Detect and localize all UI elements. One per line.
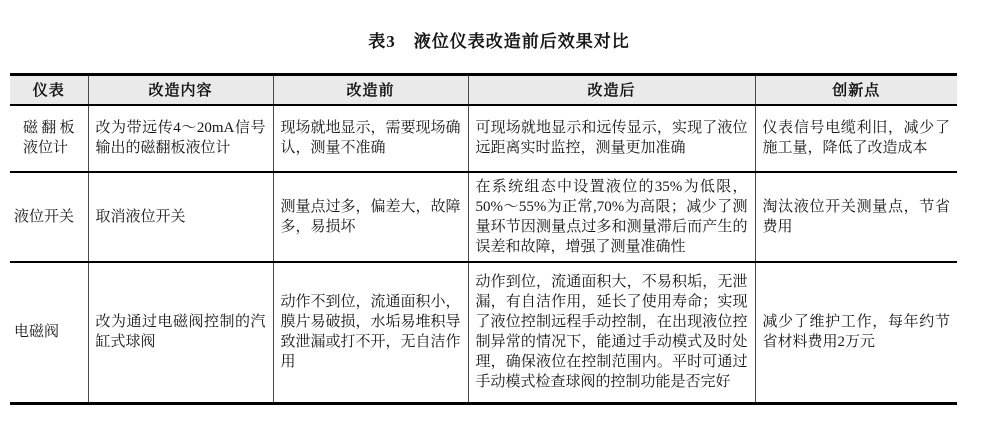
table-row [10, 172, 957, 262]
cell-instrument: 电磁阀 [14, 324, 60, 341]
header-innovation: 创新点 [755, 75, 957, 105]
table-row [10, 105, 957, 172]
cell-after: 可现场就地显示和远传显示，实现了液位远距离实时监控，测量更加准确 [468, 105, 755, 172]
cell-renovation-content: 取消液位开关 [88, 172, 273, 262]
cell-renovation-content: 改为通过电磁阀控制的汽缸式球阀 [88, 262, 273, 404]
cell-before: 测量点过多，偏差大，故障多，易损坏 [273, 172, 468, 262]
cell-before: 现场就地显示，需要现场确认，测量不准确 [273, 105, 468, 172]
table-header-row [10, 75, 957, 105]
cell-innovation: 减少了维护工作，每年约节省材料费用2万元 [755, 262, 957, 404]
header-instrument: 仪表 [10, 75, 88, 105]
cell-instrument: 液位开关 [10, 172, 88, 262]
cell-after: 动作到位，流通面积大，不易积垢，无泄漏，有自洁作用，延长了使用寿命；实现了液位控制远程手动控制，在出现液位控制异常的情况下，能通过手动模式及时处理，确保液位在控制范围内。平时可通过手动模式检查球阀的控制功能是否完好 [468, 262, 755, 404]
cell-instrument: 磁翻板液位计 [10, 105, 88, 172]
cell-renovation-content: 改为带远传4～20mA信号输出的磁翻板液位计 [88, 105, 273, 172]
cell-after: 在系统组态中设置液位的35%为低限，50%～55%为正常,70%为高限；减少了测量环节因测量点过多和测量滞后而产生的误差和故障，增强了测量准确性 [468, 172, 755, 262]
header-before: 改造前 [273, 75, 468, 105]
cell-before: 动作不到位，流通面积小，膜片易破损，水垢易堆积导致泄漏或打不开，无自洁作用 [273, 262, 468, 404]
cell-innovation: 仪表信号电缆利旧，减少了施工量，降低了改造成本 [755, 105, 957, 172]
header-renovation-content: 改造内容 [88, 75, 273, 105]
effect-comparison-table [10, 73, 957, 405]
table-title: 表3 液位仪表改造前后效果对比 [368, 32, 630, 51]
header-after: 改造后 [468, 75, 755, 105]
table-row [10, 262, 957, 404]
cell-innovation: 淘汰液位开关测量点，节省费用 [755, 172, 957, 262]
